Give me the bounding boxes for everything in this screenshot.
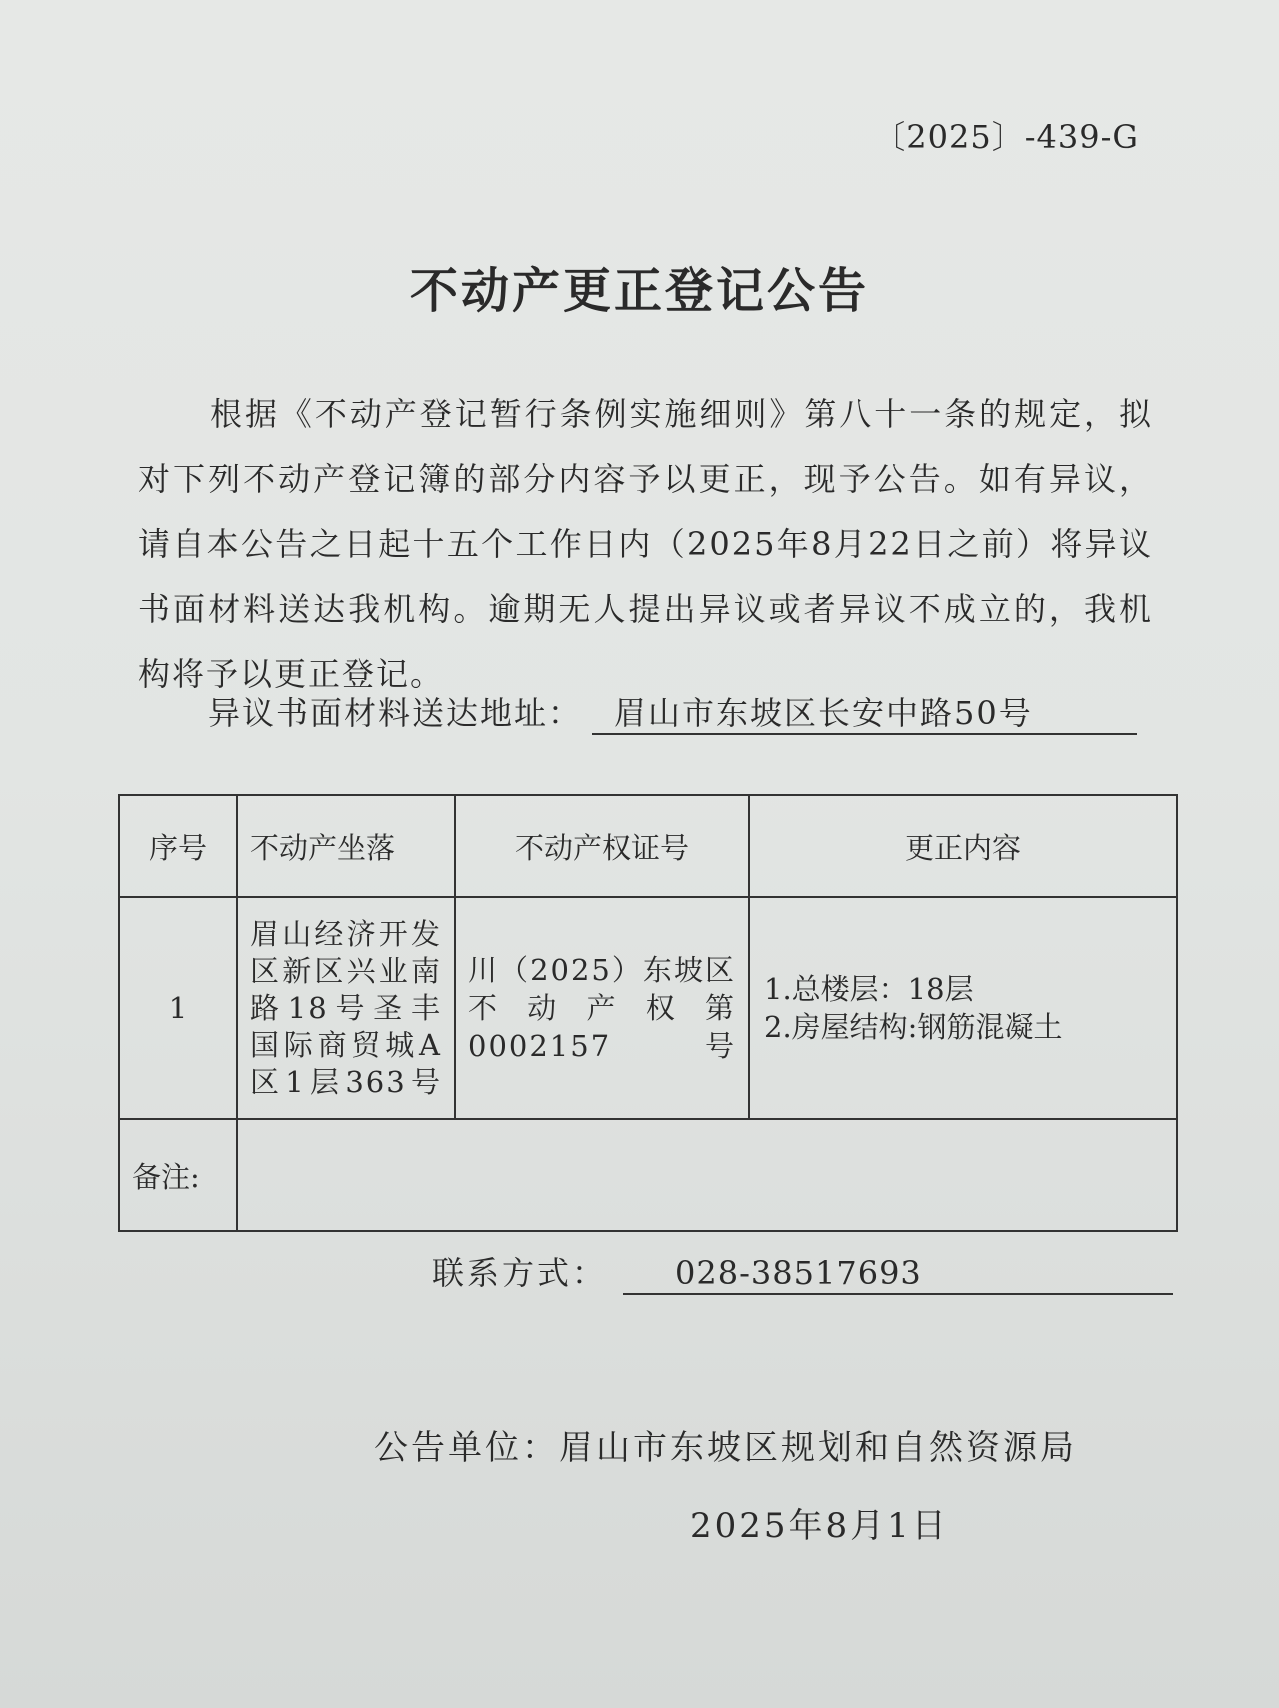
table-row <box>119 897 1177 1119</box>
document-number: 〔2025〕-439-G <box>873 118 1139 156</box>
issue-date: 2025年8月1日 <box>690 1506 949 1546</box>
row-index: 1 <box>119 897 237 1119</box>
correction-item-2: 2.房屋结构:钢筋混凝土 <box>764 1010 1063 1044</box>
address-value: 眉山市东坡区长安中路50号 <box>592 693 1137 735</box>
announcement-body: 根据《不动产登记暂行条例实施细则》第八十一条的规定，拟对下列不动产登记簿的部分内容予以更正，现予公告。如有异议，请自本公告之日起十五个工作日内（2025年8月22日之前）将异议书面材料送达我机构。逾期无人提出异议或者异议不成立的，我机构将予以更正登记。 <box>138 395 1153 693</box>
issuer-name: 眉山市东坡区规划和自然资源局 <box>559 1428 1077 1468</box>
row-certificate: 川（2025）东坡区不动产权第0002157号 <box>468 953 736 1063</box>
row-certificate-cell <box>455 897 749 1119</box>
issuer-line <box>374 1420 1077 1469</box>
row-location-cell <box>237 897 455 1119</box>
correction-item-1: 1.总楼层：18层 <box>764 972 974 1006</box>
header-certificate: 不动产权证号 <box>455 795 749 897</box>
table-header-row <box>119 795 1177 897</box>
row-location: 眉山经济开发区新区兴业南路18号圣丰国际商贸城A区1层363号 <box>250 916 442 1099</box>
table-note-row <box>119 1119 1177 1231</box>
document-title: 不动产更正登记公告 <box>409 263 869 319</box>
row-corrections-cell <box>749 897 1177 1119</box>
header-corrections: 更正内容 <box>749 795 1177 897</box>
note-value <box>237 1119 1177 1231</box>
issuer-label: 公告单位： <box>374 1428 559 1468</box>
contact-line <box>432 1248 1173 1295</box>
contact-value: 028-38517693 <box>623 1253 1173 1295</box>
address-label: 异议书面材料送达地址： <box>208 694 583 732</box>
header-location: 不动产坐落 <box>237 795 455 897</box>
address-line <box>208 688 1137 735</box>
note-label: 备注: <box>119 1119 237 1231</box>
correction-table <box>118 794 1178 1232</box>
header-index: 序号 <box>119 795 237 897</box>
contact-label: 联系方式： <box>432 1254 608 1292</box>
